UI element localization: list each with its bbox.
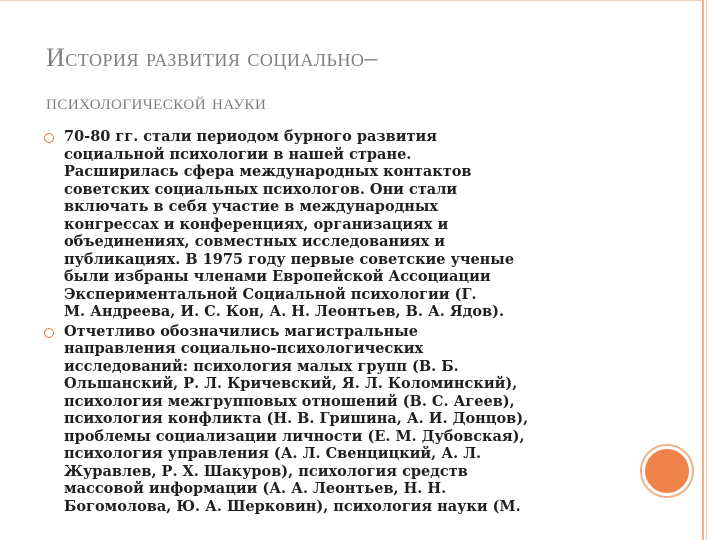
bullet-list [44,128,644,517]
right-border-line [702,0,704,540]
slide-title [46,42,666,118]
right-border-line-inner [706,0,707,540]
bullet-text: 70-80 гг. стали периодом бурного развития социальной психологии в нашей стране. Расширилась сфера международных контактов советских социальных психологов. Они стали включать в себя участие в международных конгрессах и конференциях, организациях и объединениях, совместных исследованиях и публикациях. В 1975 году первые советские ученые были избраны членами Европейской Ассоциации Экспериментальной Социальной психологии (Г. М. Андреева, И. С. Кон, А. Н. Леонтьев, В. А. Ядов). [64,128,515,320]
orange-circle-decoration-icon [642,446,692,496]
bullet-item [44,323,644,516]
title-line-2: психологической науки [46,89,267,114]
bullet-text: Отчетливо обозначились магистральные направления социально-психологических исследований: психология малых групп (В. Б. Ольшанский, Р. Л. Кричевский, Я. Л. Коломинский), психология межгрупповых отношений (В. С. Агеев), психология конфликта (Н. В. Гришина, А. И. Донцов), проблемы социализации личности (Е. М. Дубовская), психология управления (А. Л. Свенцицкий, А. Л. Журавлев, Р. Х. Шакуров), психология средств массовой информации (А. А. Леонтьев, Н. Н. Богомолова, Ю. А. Шерковин), психология науки (М. [64,322,529,515]
circle-bullet-icon [44,133,54,143]
top-border-line [0,0,704,1]
title-line-1: История развития социально– [46,43,378,72]
circle-bullet-icon [44,328,54,338]
bullet-item [44,128,644,321]
